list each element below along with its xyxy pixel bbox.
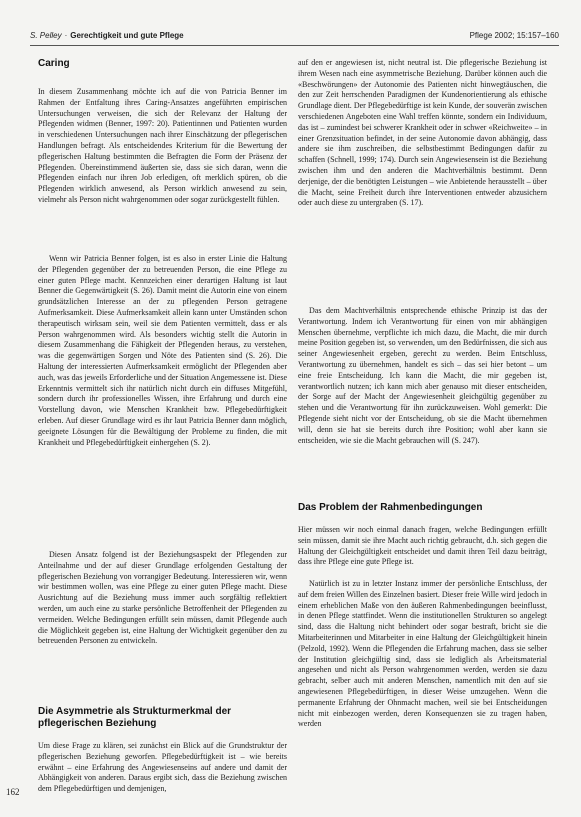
section-heading-rahmenbedingungen: Das Problem der Rahmenbedingungen	[298, 502, 483, 513]
heading-line: Die Asymmetrie als Strukturmerkmal der	[38, 706, 232, 717]
heading-line: pflegerischen Beziehung	[38, 718, 157, 729]
paragraph: Hier müssen wir noch einmal danach fragen, welche Bedingungen erfüllt sein müssen, damit sie ihre Macht auch richtig gebraucht, d.h. sich gegen die Haltung der Gleichgültigkeit entscheidet und damit ihren Teil dazu beiträgt, dass ihre Pflege eine gute Pflege ist.	[298, 525, 547, 567]
paragraph: Um diese Frage zu klären, sei zunächst ein Blick auf die Grundstruktur der pflegerischen Beziehung geworfen. Pflegebedürftigkeit ist – wie bereits erwähnt – eine Erfahrung des Angewiesenseins auf andere und damit der Abhängigkeit von anderen. Daraus ergibt sich, dass die Beziehung zwischen dem Pflegebedürftigen und demjenigen,	[38, 741, 287, 794]
header-separator: ·	[64, 31, 68, 40]
section-heading-caring: Caring	[38, 58, 70, 69]
header-title: Gerechtigkeit und gute Pflege	[70, 31, 184, 40]
paragraph: Wenn wir Patricia Benner folgen, ist es also in erster Linie die Haltung der Pflegenden gegenüber der zu betreuenden Person, die eine Pflege zu einer guten Pflege macht. Kennzeichen einer derartigen Haltung ist laut Benner die Gegenwärtigkeit (S. 26). Damit meint die Autorin eine von einem grundsätzlichen Interesse an der zu pflegenden Person getragene Aufmerksamkeit. Diese Aufmerksamkeit allein kann unter Umständen schon therapeutisch wirksam sein, weil sie dem Patienten vermittelt, dass er als Person wahrgenommen wird. Als besonders wichtig stellt die Autorin in diesem Zusammenhang die Fähigkeit der Pflegenden heraus, zu verstehen, was die gegenwärtigen Sorgen und Nöte des Patienten sind (S. 26). Die Haltung der interessierten Aufmerksamkeit ermöglicht der Pflegenden aber auch, was das jeweils Erforderliche und der Situation Angemessene ist. Diese Erkenntnis vermittelt sich ihr natürlich nicht durch ein diffuses Mitgefühl, sondern durch ihr professionelles Wissen, ihre Erfahrung und durch eine Vorstellung davon, wie Menschen Krankheit bzw. Pflegebedürftigkeit erleben. Auf dieser Grundlage wird es ihr laut Patricia Benner dann möglich, geeignete Lösungen für die Bewältigung der Probleme zu finden, die mit Krankheit und Pflegebedürftigkeit einhergehen (S. 2).	[38, 254, 287, 447]
paragraph: Natürlich ist zu in letzter Instanz immer der persönliche Entschluss, der auf dem freien Willen des Einzelnen basiert. Dieser freie Wille wird jedoch in einem erheblichen Maße von den äußeren Rahmenbedingungen beeinflusst, in denen Pflege stattfindet. Wenn die institutionellen Strukturen so angelegt sind, dass die Haltung nicht behindert oder sogar bestraft, bricht sie die Mitarbeiterinnen und Mitarbeiter in eine Haltung der Gleichgültigkeit hinein (Pelzold, 1992). Wenn die Pflegenden die Erfahrung machen, dass sie selber der Institution gleichgültig sind, dass sie lediglich als Arbeitsmaterial angesehen und nicht als Person wahrgenommen werden, werden sie dazu gebracht, selber auch mit anderen Menschen, namentlich mit den auf sie angewiesenen Pflegebedürftigen, in dieser Weise umzugehen. Wenn die permanente Erfahrung der Ohnmacht machen, weil sie bei Entscheidungen nicht mit einbezogen werden, deren Konsequenzen sie zu tragen haben, werden	[298, 579, 547, 729]
section-heading-asymmetrie	[38, 706, 287, 730]
running-header	[30, 31, 559, 43]
header-author: S. Pelley	[30, 31, 62, 40]
header-citation: Pflege 2002; 15:157–160	[469, 31, 559, 40]
paragraph: Diesen Ansatz folgend ist der Beziehungsaspekt der Pflegenden zur Anteilnahme und der auf dieser Grundlage erfolgenden Gestaltung der pflegerischen Beziehung von vorrangiger Bedeutung. Interessieren wir, wenn wir bestimmen wollen, was eine Pflege zu einer guten Pflege macht. Diese Ausrichtung auf die Beziehung muss immer auch sorgfältig reflektiert werden, um auch eine zu starke persönliche Betroffenheit der Pflegenden zu vermeiden. Welche Bedingungen erfüllt sein müssen, damit Pflegende auch die Möglichkeit gegeben ist, eine Haltung der Wichtigkeit gegenüber den zu betreuenden Personen zu entwickeln.	[38, 550, 287, 646]
left-column	[38, 58, 287, 806]
header-rule	[30, 45, 559, 46]
paragraph: Das dem Machtverhältnis entsprechende ethische Prinzip ist das der Verantwortung. Indem ich Verantwortung für einen von mir abhängigen Menschen übernehme, verpflichte ich mich dazu, die Macht, die mir durch meine Position gegeben ist, so verwenden, um den Bedürfnissen, die sich aus seiner Angewiesenheit ergeben, gerecht zu werden. Beim Entschluss, Verantwortung zu übernehmen, handelt es sich – das sei hier betont – um eine freie Entscheidung. Ich kann die Macht, die mir gegeben ist, verantwortlich nutzen; ich kann mich aber genauso mit dieser entscheiden, der Sorge auf der Macht der Angewiesenheit gleichgültig gegenüber zu stehen und die Verantwortung für ihn zurückzuweisen. Wohl gemerkt: Die Pflegende sieht nicht vor der Entscheidung, ob sie die Macht übernehmen will, denn sie hat sie bereits durch ihre Position; wohl aber kann sie entscheiden, wie sie die Macht gebrauchen will (S. 247).	[298, 306, 547, 445]
header-left	[30, 31, 184, 40]
page-number: 162	[6, 787, 20, 797]
right-column	[298, 58, 547, 805]
paragraph: In diesem Zusammenhang möchte ich auf die von Patricia Benner im Rahmen der Entfaltung ihres Caring-Ansatzes angeführten empirischen Untersuchungen verweisen, die sich der Relevanz der Haltung der Pflegenden widmen (Benner, 1997: 20). Patientinnen und Patienten wurden in verschiedenen Untersuchungen nach ihrer Einschätzung der pflegerischen Handlungen befragt. Als entscheidendes Kriterium für die Bewertung der pflegerischen Haltung bestimmten die Befragten die Form der Präsenz der Pflegenden. Übereinstimmend äußerten sie, dass sie sich daran, wenn die Pflegenden einfach nur ihren Job erledigen, oft merklich spüren, ob die Pflegenden wirklich anwesend, als Person wirklich anwesend zu sein, vielmehr als Person nicht wahrgenommen oder sogar zurückgestellt fühlen.	[38, 87, 287, 204]
paragraph: auf den er angewiesen ist, nicht neutral ist. Die pflegerische Beziehung ist ihrem Wesen nach eine asymmetrische Beziehung. Darüber können auch die «Beschwörungen» der Autonomie des Patienten nicht hinwegtäuschen, die den zur Zeit herrschenden Paradigmen der Kundenorientierung als ethische Grundlage dient. Der Pflegebedürftige ist kein Kunde, der souverän zwischen verschiedenen Angeboten eine Wahl treffen könnte, sondern ein Individuum, das ist – zumindest bei schwerer Krankheit oder in schwer «Reichweite» – in einer Grenzsituation befindet, in der seine Autonomie davon abhängig, dass andere sie ihm zuschreiben, die selbstbestimmt Bedingungen dafür zu schaffen (Schnell, 1999; 174). Durch sein Angewiesensein ist die Beziehung zwischen ihm und den anderen die Machtverhältnis bestimmt. Denn derjenige, der die benötigten Leistungen – wie Anbietende herausstellt – über die Macht, seine Freiheit durch ihre Interventionen entweder abzusichern oder auch diese zu untergraben (S. 17).	[298, 58, 547, 208]
